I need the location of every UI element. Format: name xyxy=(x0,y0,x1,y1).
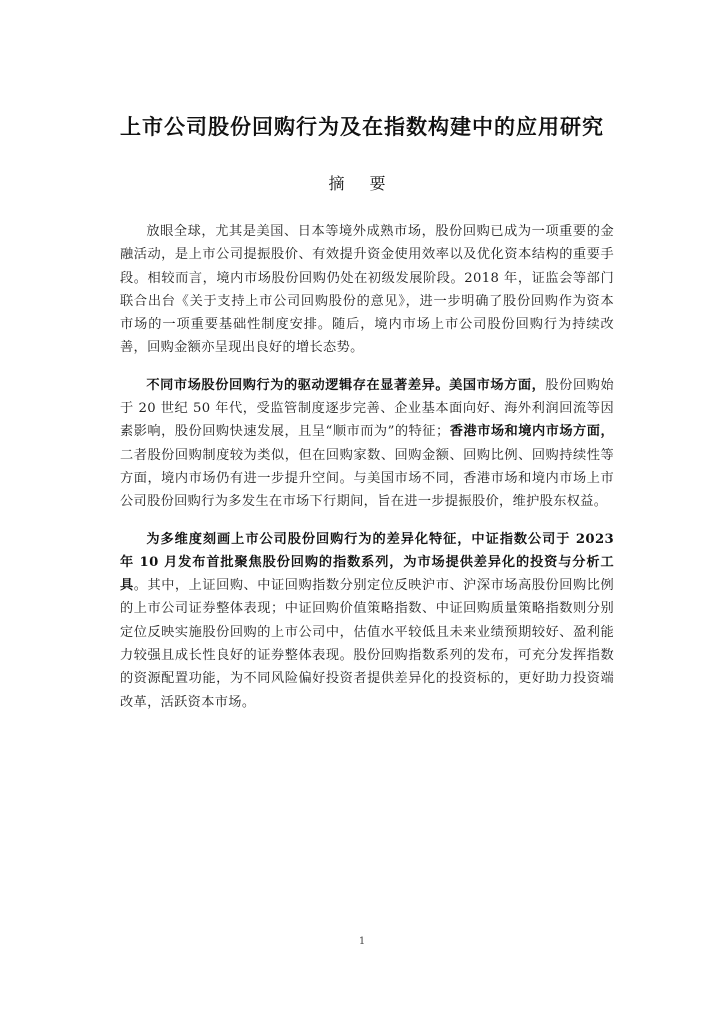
paragraph-segment: 二者股份回购制度较为类似，但在回购家数、回购金额、回购比例、回购持续性等方面，境内市场仍有进一步提升空间。与美国市场不同，香港市场和境内市场上市公司股份回购行为多发生在市场下行期间，旨在进一步提振股价，维护股东权益。 xyxy=(120,447,614,510)
paragraph-bold-segment: 为多维度刻画上市公司股份回购行为的差异化特征，中证指数公司于 2023 年 10 月发布首批聚焦股份回购的指数系列，为市场提供差异化的投资与分析工具 xyxy=(120,531,614,594)
paragraph-segment: 股份回购始于 20 世纪 50 年代，受监管制度逐步完善、企业基本面向好、海外利润回流等因素影响，股份回购快速发展，且呈“顺市而为”的特征； xyxy=(120,377,614,440)
page-number: 1 xyxy=(358,936,366,947)
abstract-paragraph-3 xyxy=(120,528,614,714)
abstract-paragraph-2 xyxy=(120,374,614,514)
paragraph-bold-segment: 香港市场和境内市场方面， xyxy=(449,424,614,440)
abstract-heading: 摘 要 xyxy=(328,174,396,193)
paragraph-segment: 。其中，上证回购、中证回购指数分别定位反映沪市、沪深市场高股份回购比例的上市公司证券整体表现；中证回购价值策略指数、中证回购质量策略指数则分别定位反映实施股份回购的上市公司中，估值水平较低且未来业绩预期较好、盈利能力较强且成长性良好的证券整体表现。股份回购指数系列的发布，可充分发挥指数的资源配置功能，为不同风险偏好投资者提供差异化的投资标的，更好助力投资端改革，活跃资本市场。 xyxy=(120,578,614,710)
paragraph-segment: 放眼全球，尤其是美国、日本等境外成熟市场，股份回购已成为一项重要的金融活动，是上市公司提振股价、有效提升资金使用效率以及优化资本结构的重要手段。相较而言，境内市场股份回购仍处在初级发展阶段。2018 年，证监会等部门联合出台《关于支持上市公司回购股份的意见》，进一步明确了股份回购作为资本市场的一项重要基础性制度安排。随后，境内市场上市公司股份回购行为持续改善，回购金额亦呈现出良好的增长态势。 xyxy=(120,224,614,356)
abstract-body xyxy=(120,220,614,728)
paragraph-bold-segment: 不同市场股份回购行为的驱动逻辑存在显著差异。美国市场方面， xyxy=(146,377,546,393)
document-title: 上市公司股份回购行为及在指数构建中的应用研究 xyxy=(120,115,604,139)
abstract-paragraph-1 xyxy=(120,220,614,360)
